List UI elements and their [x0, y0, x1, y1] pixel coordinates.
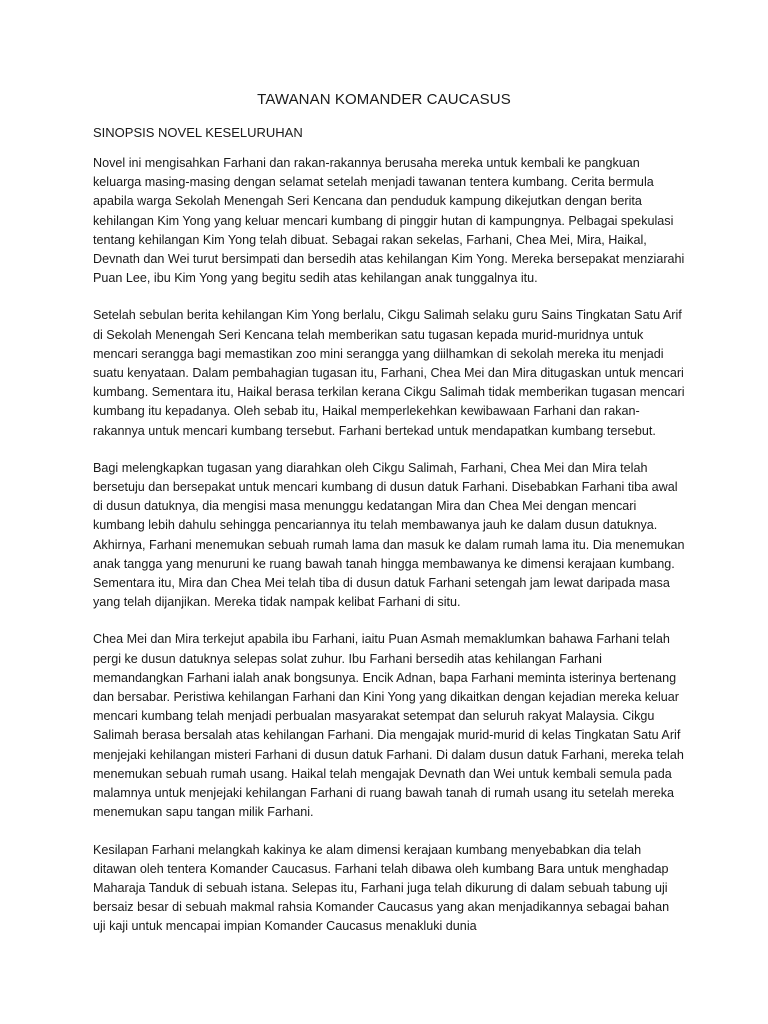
paragraph: Bagi melengkapkan tugasan yang diarahkan oleh Cikgu Salimah, Farhani, Chea Mei dan Mira telah bersetuju dan bersepakat untuk mencari kumbang di dusun datuk Farhani. Disebabkan Farhani tiba awal di dusun datuknya, dia mengisi masa menunggu kedatangan Mira dan Chea Mei dengan mencari kumbang lebih dahulu sehingga pencariannya itu telah membawanya jauh ke dalam dusun datuknya. Akhirnya, Farhani menemukan sebuah rumah lama dan masuk ke dalam rumah lama itu. Dia menemukan anak tangga yang menuruni ke ruang bawah tanah hingga membawanya ke dimensi kerajaan kumbang. Sementara itu, Mira dan Chea Mei telah tiba di dusun datuk Farhani setengah jam lewat daripada masa yang telah dijanjikan. Mereka tidak nampak kelibat Farhani di situ.	[93, 460, 685, 610]
paragraph: Novel ini mengisahkan Farhani dan rakan-rakannya berusaha mereka untuk kembali ke pangkuan keluarga masing-masing dengan selamat setelah menjadi tawanan tentera kumbang. Cerita bermula apabila warga Sekolah Menengah Seri Kencana dan penduduk kampung dikejutkan dengan berita kehilangan Kim Yong yang keluar mencari kumbang di pinggir hutan di kampungnya. Pelbagai spekulasi tentang kehilangan Kim Yong telah dibuat. Sebagai rakan sekelas, Farhani, Chea Mei, Mira, Haikal, Devnath dan Wei turut bersimpati dan bersedih atas kehilangan Kim Yong. Mereka bersepakat menziarahi Puan Lee, ibu Kim Yong yang begitu sedih atas kehilangan anak tunggalnya itu.	[93, 156, 685, 286]
paragraph: Chea Mei dan Mira terkejut apabila ibu Farhani, iaitu Puan Asmah memaklumkan bahawa Farhani telah pergi ke dusun datuknya selepas solat zuhur. Ibu Farhani bersedih atas kehilangan Farhani memandangkan Farhani ialah anak bongsunya. Encik Adnan, bapa Farhani meminta isterinya bertenang dan bersabar. Peristiwa kehilangan Farhani dan Kini Yong yang dikaitkan dengan kejadian mereka keluar mencari kumbang telah menjadi perbualan masyarakat setempat dan seluruh rakyat Malaysia. Cikgu Salimah berasa bersalah atas kehilangan Farhani. Dia mengajak murid-murid di kelas Tingkatan Satu Arif menjejaki kehilangan misteri Farhani di dusun datuk Farhani. Di dalam dusun datuk Farhani, mereka telah menemukan sebuah rumah usang. Haikal telah mengajak Devnath dan Wei untuk kembali semula pada malamnya untuk menjejaki kehilangan Farhani di ruang bawah tanah di rumah usang itu setelah mereka menemukan sapu tangan milik Farhani.	[93, 632, 684, 820]
paragraph: Setelah sebulan berita kehilangan Kim Yong berlalu, Cikgu Salimah selaku guru Sains Tingkatan Satu Arif di Sekolah Menengah Seri Kencana telah memberikan satu tugasan kepada murid-muridnya untuk mencari serangga bagi memastikan zoo mini serangga yang diilhamkan di sekolah mereka itu menjadi suatu kenyataan. Dalam pembahagian tugasan itu, Farhani, Chea Mei dan Mira ditugaskan untuk mencari kumbang. Sementara itu, Haikal berasa terkilan kerana Cikgu Salimah tidak memberikan tugasan mencari kumbang itu kepadanya. Oleh sebab itu, Haikal memperlekehkan kewibawaan Farhani dan rakan-rakannya untuk mencari kumbang tersebut. Farhani bertekad untuk mendapatkan kumbang tersebut.	[93, 308, 685, 438]
document-body	[93, 154, 685, 955]
document-title: TAWANAN KOMANDER CAUCASUS	[257, 91, 511, 108]
section-heading: SINOPSIS NOVEL KESELURUHAN	[93, 125, 303, 140]
paragraph: Kesilapan Farhani melangkah kakinya ke alam dimensi kerajaan kumbang menyebabkan dia telah ditawan oleh tentera Komander Caucasus. Farhani telah dibawa oleh kumbang Bara untuk menghadap Maharaja Tanduk di sebuah istana. Selepas itu, Farhani juga telah dikurung di dalam sebuah tabung uji bersaiz besar di sebuah makmal rahsia Komander Caucasus yang akan menjadikannya sebagai bahan uji kaji untuk mencapai impian Komander Caucasus menakluki dunia	[93, 842, 670, 934]
